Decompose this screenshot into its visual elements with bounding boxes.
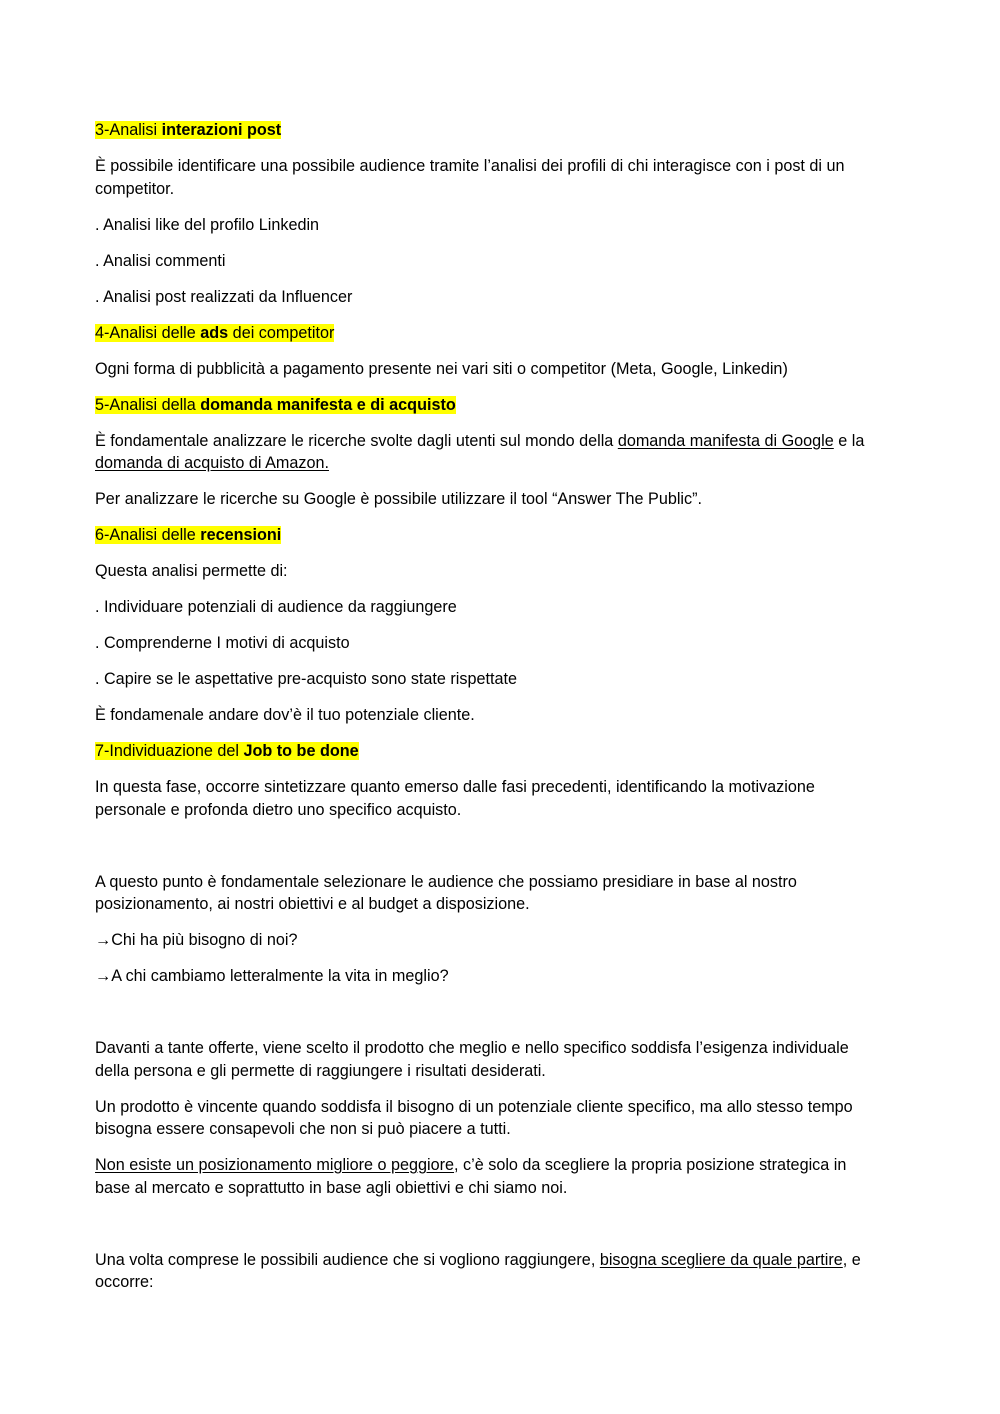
arrow-right-icon: → [95,967,112,985]
paragraph-line [95,430,903,453]
heading-bold-text: ads [200,323,229,342]
paragraph-line: competitor. [95,179,175,198]
paragraph-line: In questa fase, occorre sintetizzare quanto emerso dalle fasi precedenti, identificando la motivazione [95,778,815,796]
heading-text: 7-Individuazione del [95,742,244,760]
heading-bold-text: recensioni [200,526,282,544]
heading-bold-text: Job to be done [243,742,359,760]
heading-bold-text: domanda manifesta e di acquisto [200,395,456,414]
paragraph-line: È fondamenale andare dov’è il tuo potenziale cliente. [95,706,475,724]
paragraph-line [95,1249,903,1272]
paragraph-line: personale e profonda dietro uno specifico acquisto. [95,800,462,819]
underlined-text: domanda di acquisto di Amazon. [95,454,329,472]
document-body [95,119,903,1294]
section-heading-7 [95,740,903,763]
bullet-item: . Comprenderne I motivi di acquisto [95,634,350,652]
text-run: Una volta comprese le possibili audience che si vogliono raggiungere, [95,1250,600,1269]
paragraph-line [95,1154,903,1177]
paragraph-line: È possibile identificare una possibile audience tramite l’analisi dei profili di chi interagisce con i post di un [95,157,845,175]
heading-highlight [95,526,281,544]
bullet-item: . Analisi like del profilo Linkedin [95,215,320,234]
paragraph-line: occorre: [95,1273,154,1291]
section-heading-3 [95,119,903,142]
text-run: e la [833,431,865,450]
section-heading-5 [95,394,903,417]
paragraph-line: Questa analisi permette di: [95,562,288,580]
arrow-item-text: A chi cambiamo letteralmente la vita in meglio? [111,967,449,985]
heading-text: 5-Analisi della [95,395,201,414]
bullet-item: . Capire se le aspettative pre-acquisto sono state rispettate [95,670,518,688]
text-run: , c’è solo da scegliere la propria posizione strategica in [454,1156,847,1174]
arrow-item-text: Chi ha più bisogno di noi? [111,931,298,949]
paragraph-line: posizionamento, ai nostri obiettivi e al budget a disposizione. [95,895,530,913]
paragraph-line: bisogna essere consapevoli che non si può piacere a tutti. [95,1120,511,1138]
text-run: È fondamentale analizzare le ricerche svolte dagli utenti sul mondo della [95,431,618,450]
arrow-right-icon: → [95,931,112,949]
arrow-item [95,965,903,988]
heading-highlight [95,396,456,414]
bullet-item: . Analisi commenti [95,251,226,270]
arrow-item [95,929,903,952]
heading-text: dei competitor [228,323,335,342]
section-heading-4 [95,322,903,345]
heading-highlight [95,324,334,342]
section-heading-6 [95,524,903,547]
heading-text: 4-Analisi delle [95,323,201,342]
heading-highlight [95,121,281,139]
paragraph-line: base al mercato e soprattutto in base agli obiettivi e chi siamo noi. [95,1178,568,1197]
underlined-text: bisogna scegliere da quale partire [599,1250,843,1269]
paragraph-line: A questo punto è fondamentale selezionare le audience che possiamo presidiare in base al nostro [95,872,797,891]
text-run: , e [842,1250,861,1269]
heading-text: 3-Analisi [95,121,162,139]
paragraph-line: Davanti a tante offerte, viene scelto il prodotto che meglio e nello specifico soddisfa l’esigenza individuale [95,1039,849,1057]
paragraph-line: Ogni forma di pubblicità a pagamento presente nei vari siti o competitor (Meta, Google, Linkedin) [95,359,788,378]
underlined-text: Non esiste un posizionamento migliore o peggiore [95,1156,455,1174]
heading-highlight [95,742,359,760]
heading-text: 6-Analisi delle [95,526,201,544]
underlined-text: domanda manifesta di Google [617,431,834,450]
heading-bold-text: interazioni post [161,121,282,139]
bullet-item: . Individuare potenziali di audience da raggiungere [95,598,457,616]
paragraph-line: della persona e gli permette di raggiungere i risultati desiderati. [95,1061,546,1080]
paragraph-line: Un prodotto è vincente quando soddisfa il bisogno di un potenziale cliente specifico, ma allo stesso tempo [95,1097,853,1116]
bullet-item: . Analisi post realizzati da Influencer [95,287,353,306]
paragraph-line [95,452,903,475]
paragraph-line: Per analizzare le ricerche su Google è possibile utilizzare il tool “Answer The Public”. [95,490,703,508]
